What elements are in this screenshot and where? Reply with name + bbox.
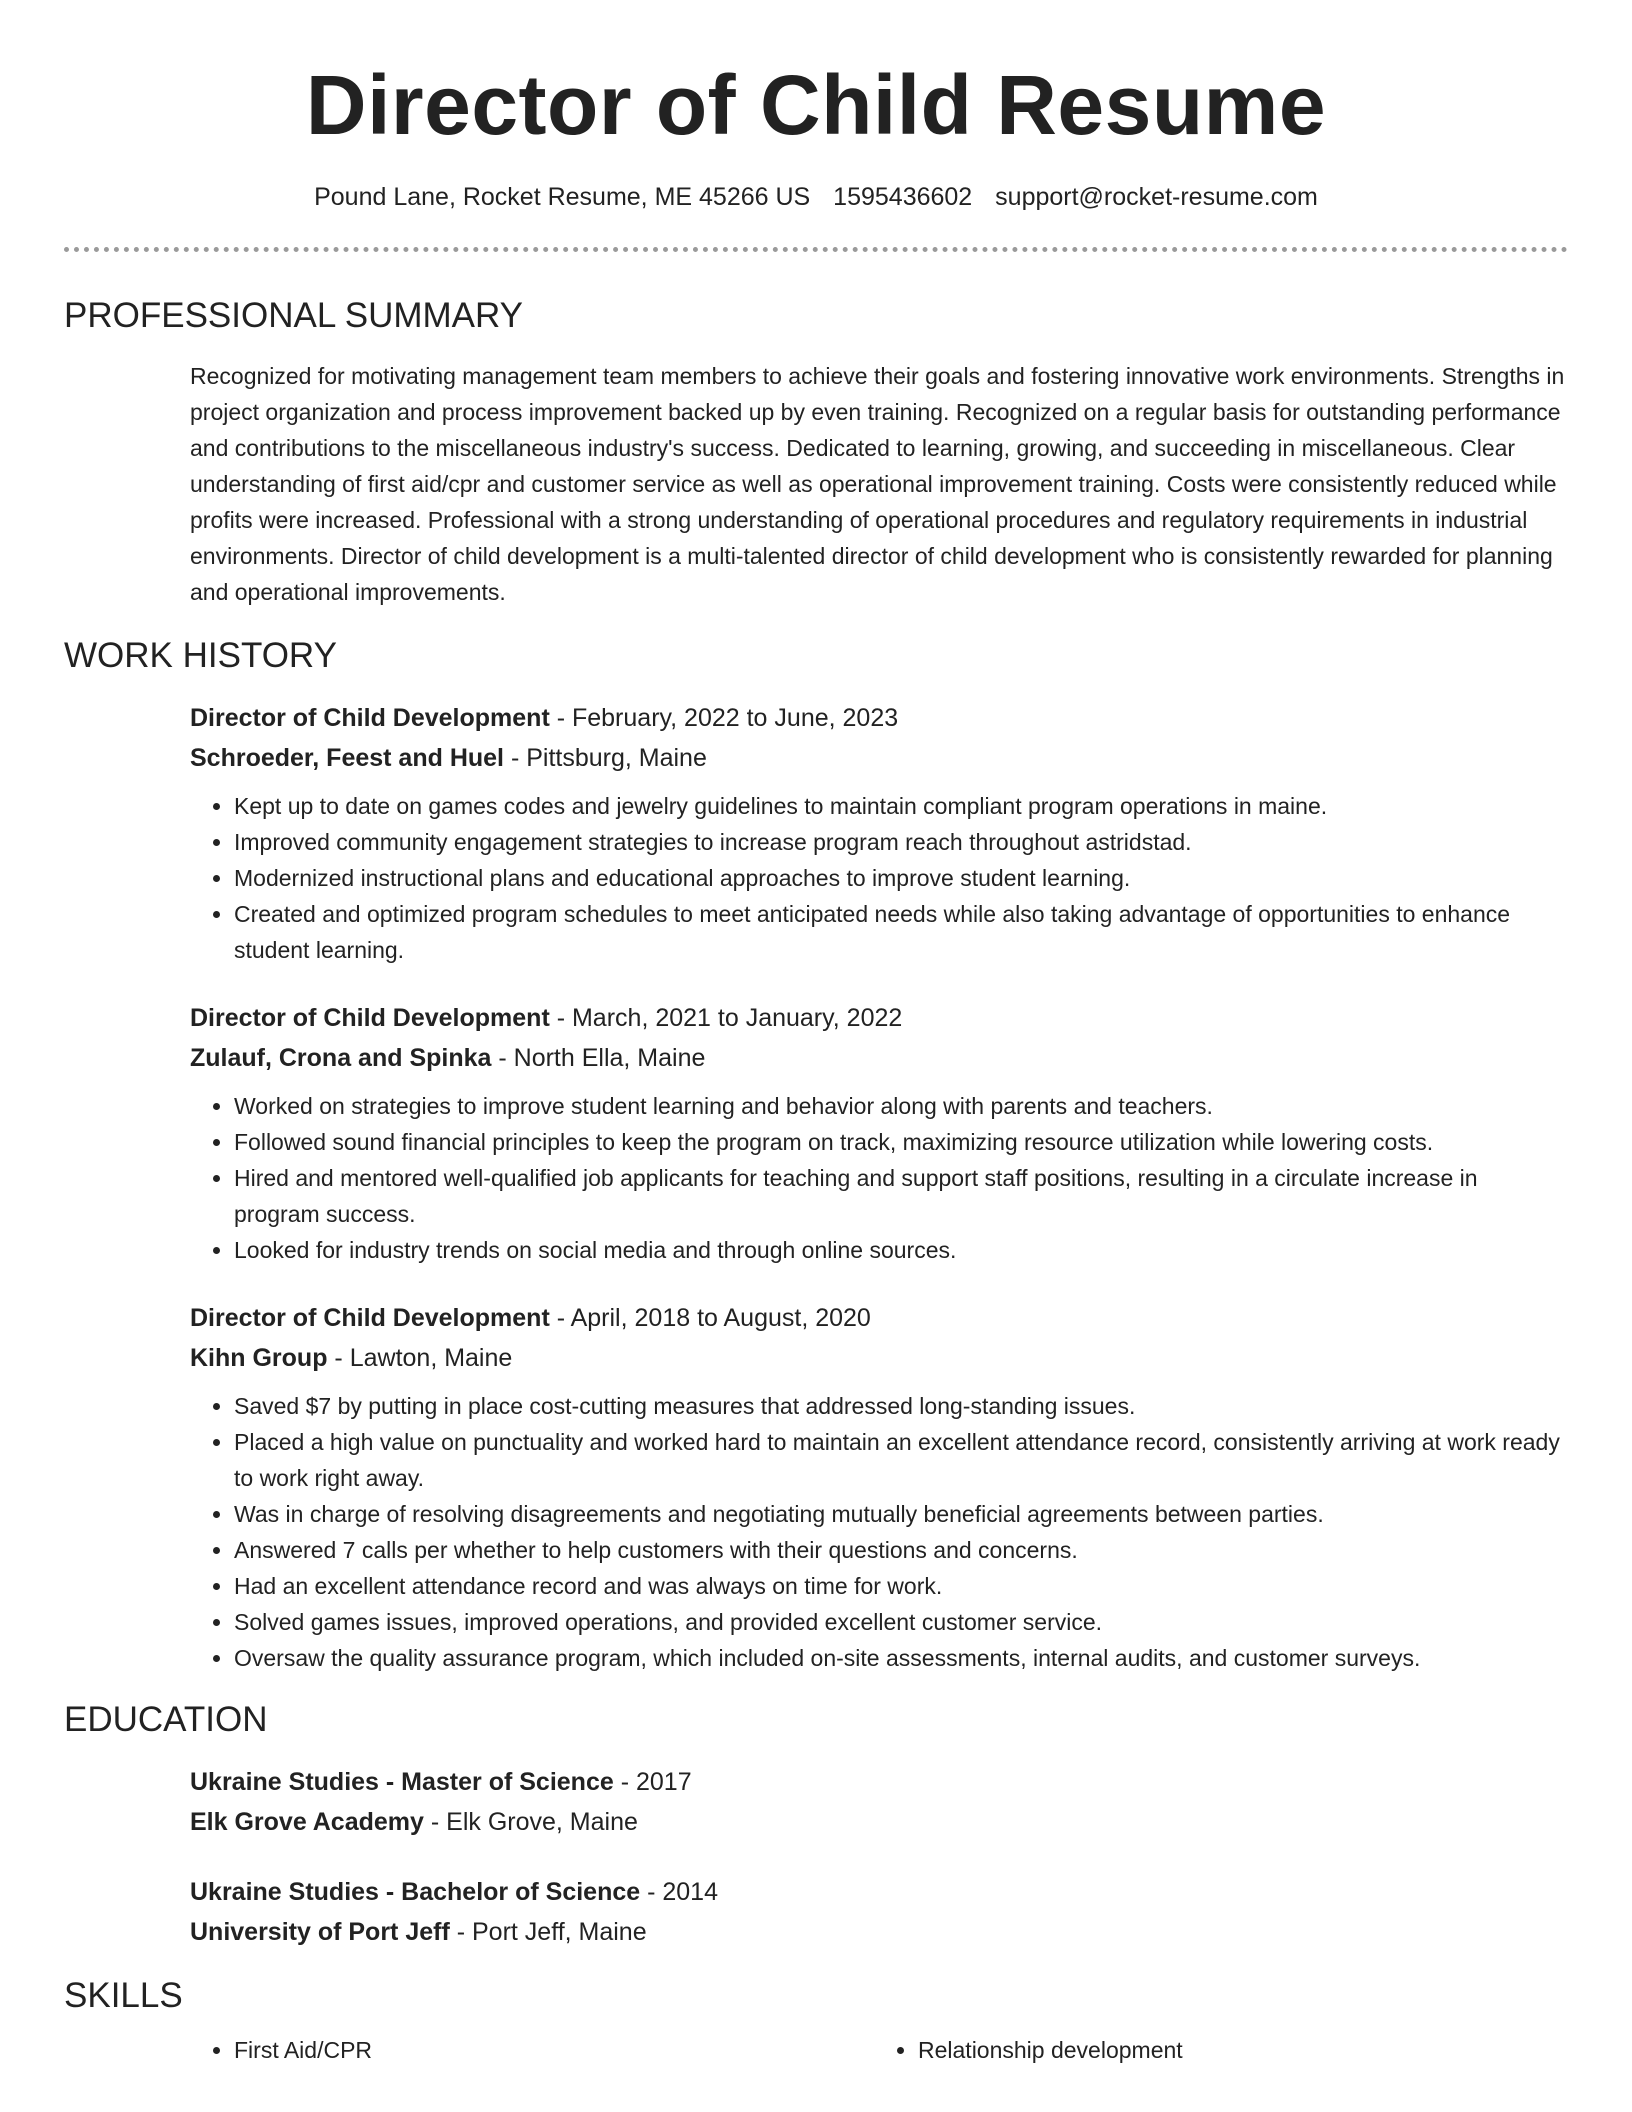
education-degree-line xyxy=(190,1872,1568,1912)
summary-text: Recognized for motivating management team members to achieve their goals and fostering innovative work environments. Strengths in project organization and process improvement backed up by even training. Recognized on a regular basis for outstanding performance and contributions to the miscellaneous industry's success. Dedicated to learning, growing, and succeeding in miscellaneous. Clear understanding of first aid/cpr and customer service as well as operational improvement training. Costs were consistently reduced while profits were increased. Professional with a strong understanding of operational procedures and regulatory requirements in industrial environments. Director of child development is a multi-talented director of child development who is consistently rewarded for planning and operational improvements. xyxy=(190,363,1565,605)
job-company-line xyxy=(190,738,1568,778)
list-item: • Hired and mentored well-qualified job applicants for teaching and support staff positions, resulting in a circulate increase in program success. xyxy=(234,1160,1568,1232)
job-location: - North Ella, Maine xyxy=(491,1044,706,1072)
list-item: • Saved $7 by putting in place cost-cutting measures that addressed long-standing issues. xyxy=(234,1388,1568,1424)
job-location: - Lawton, Maine xyxy=(327,1344,513,1372)
education-school-line xyxy=(190,1912,1568,1952)
job-role-line xyxy=(190,698,1568,738)
summary-section xyxy=(64,294,1568,610)
job-role-line xyxy=(190,998,1568,1038)
contact-email: support@rocket-resume.com xyxy=(995,183,1318,211)
education-school-line xyxy=(190,1802,1568,1842)
job-dates: - April, 2018 to August, 2020 xyxy=(549,1304,871,1332)
education-location: - Port Jeff, Maine xyxy=(449,1918,647,1946)
education-section xyxy=(64,1698,1568,1952)
list-item: • Modernized instructional plans and educational approaches to improve student learning. xyxy=(234,860,1568,896)
work-section xyxy=(64,634,1568,1676)
list-item: • Oversaw the quality assurance program, which included on-site assessments, internal audits, and customer surveys. xyxy=(234,1640,1568,1676)
job-company: Kihn Group xyxy=(190,1344,328,1372)
list-item: • Placed a high value on punctuality and worked hard to maintain an excellent attendance record, consistently arriving at work ready to work right away. xyxy=(234,1424,1568,1496)
resume-name: Director of Child Resume xyxy=(305,58,1327,152)
education-entry xyxy=(190,1872,1568,1952)
education-degree-line xyxy=(190,1762,1568,1802)
list-item: • Worked on strategies to improve student learning and behavior along with parents and teachers. xyxy=(234,1088,1568,1124)
skill-item: • Relationship development xyxy=(918,2032,1558,2068)
job-role: Director of Child Development xyxy=(190,1004,550,1032)
job-bullets xyxy=(190,1088,1568,1268)
job-entry xyxy=(190,998,1568,1268)
list-item: • Kept up to date on games codes and jewelry guidelines to maintain compliant program operations in maine. xyxy=(234,788,1568,824)
list-item: • Answered 7 calls per whether to help customers with their questions and concerns. xyxy=(234,1532,1568,1568)
job-dates: - March, 2021 to January, 2022 xyxy=(549,1004,903,1032)
skill-item: • First Aid/CPR xyxy=(234,2032,874,2068)
job-entry xyxy=(190,698,1568,968)
list-item: • Looked for industry trends on social media and through online sources. xyxy=(234,1232,1568,1268)
header-divider xyxy=(64,247,1568,252)
summary-title: PROFESSIONAL SUMMARY xyxy=(64,296,523,335)
contact-address: Pound Lane, Rocket Resume, ME 45266 US xyxy=(314,183,811,211)
education-year: - 2017 xyxy=(613,1768,692,1796)
list-item: • Improved community engagement strategies to increase program reach throughout astridstad. xyxy=(234,824,1568,860)
work-title: WORK HISTORY xyxy=(64,636,337,675)
education-entry xyxy=(190,1762,1568,1842)
list-item: • Solved games issues, improved operations, and provided excellent customer service. xyxy=(234,1604,1568,1640)
job-role: Director of Child Development xyxy=(190,1304,550,1332)
education-school: Elk Grove Academy xyxy=(190,1808,424,1836)
education-degree: Ukraine Studies - Bachelor of Science xyxy=(190,1878,641,1906)
list-item: • Had an excellent attendance record and was always on time for work. xyxy=(234,1568,1568,1604)
education-location: - Elk Grove, Maine xyxy=(423,1808,638,1836)
job-dates: - February, 2022 to June, 2023 xyxy=(549,704,899,732)
education-degree: Ukraine Studies - Master of Science xyxy=(190,1768,614,1796)
job-role-line xyxy=(190,1298,1568,1338)
contact-line xyxy=(64,181,1568,213)
contact-phone: 1595436602 xyxy=(833,183,973,211)
list-item: • Followed sound financial principles to keep the program on track, maximizing resource utilization while lowering costs. xyxy=(234,1124,1568,1160)
education-title: EDUCATION xyxy=(64,1700,268,1739)
list-item: • Created and optimized program schedules to meet anticipated needs while also taking advantage of opportunities to enhance student learning. xyxy=(234,896,1568,968)
job-company-line xyxy=(190,1338,1568,1378)
job-entry xyxy=(190,1298,1568,1676)
education-school: University of Port Jeff xyxy=(190,1918,450,1946)
skills-list-left xyxy=(190,2032,874,2068)
education-year: - 2014 xyxy=(640,1878,718,1906)
skills-title: SKILLS xyxy=(64,1976,183,2015)
job-company: Zulauf, Crona and Spinka xyxy=(190,1044,492,1072)
job-bullets xyxy=(190,1388,1568,1676)
job-bullets xyxy=(190,788,1568,968)
skills-section xyxy=(64,1974,1568,2068)
skills-list-right xyxy=(874,2032,1558,2068)
skills-columns xyxy=(64,2032,1568,2068)
list-item: • Was in charge of resolving disagreements and negotiating mutually beneficial agreements between parties. xyxy=(234,1496,1568,1532)
job-company: Schroeder, Feest and Huel xyxy=(190,744,504,772)
job-role: Director of Child Development xyxy=(190,704,550,732)
job-location: - Pittsburg, Maine xyxy=(504,744,707,772)
job-company-line xyxy=(190,1038,1568,1078)
